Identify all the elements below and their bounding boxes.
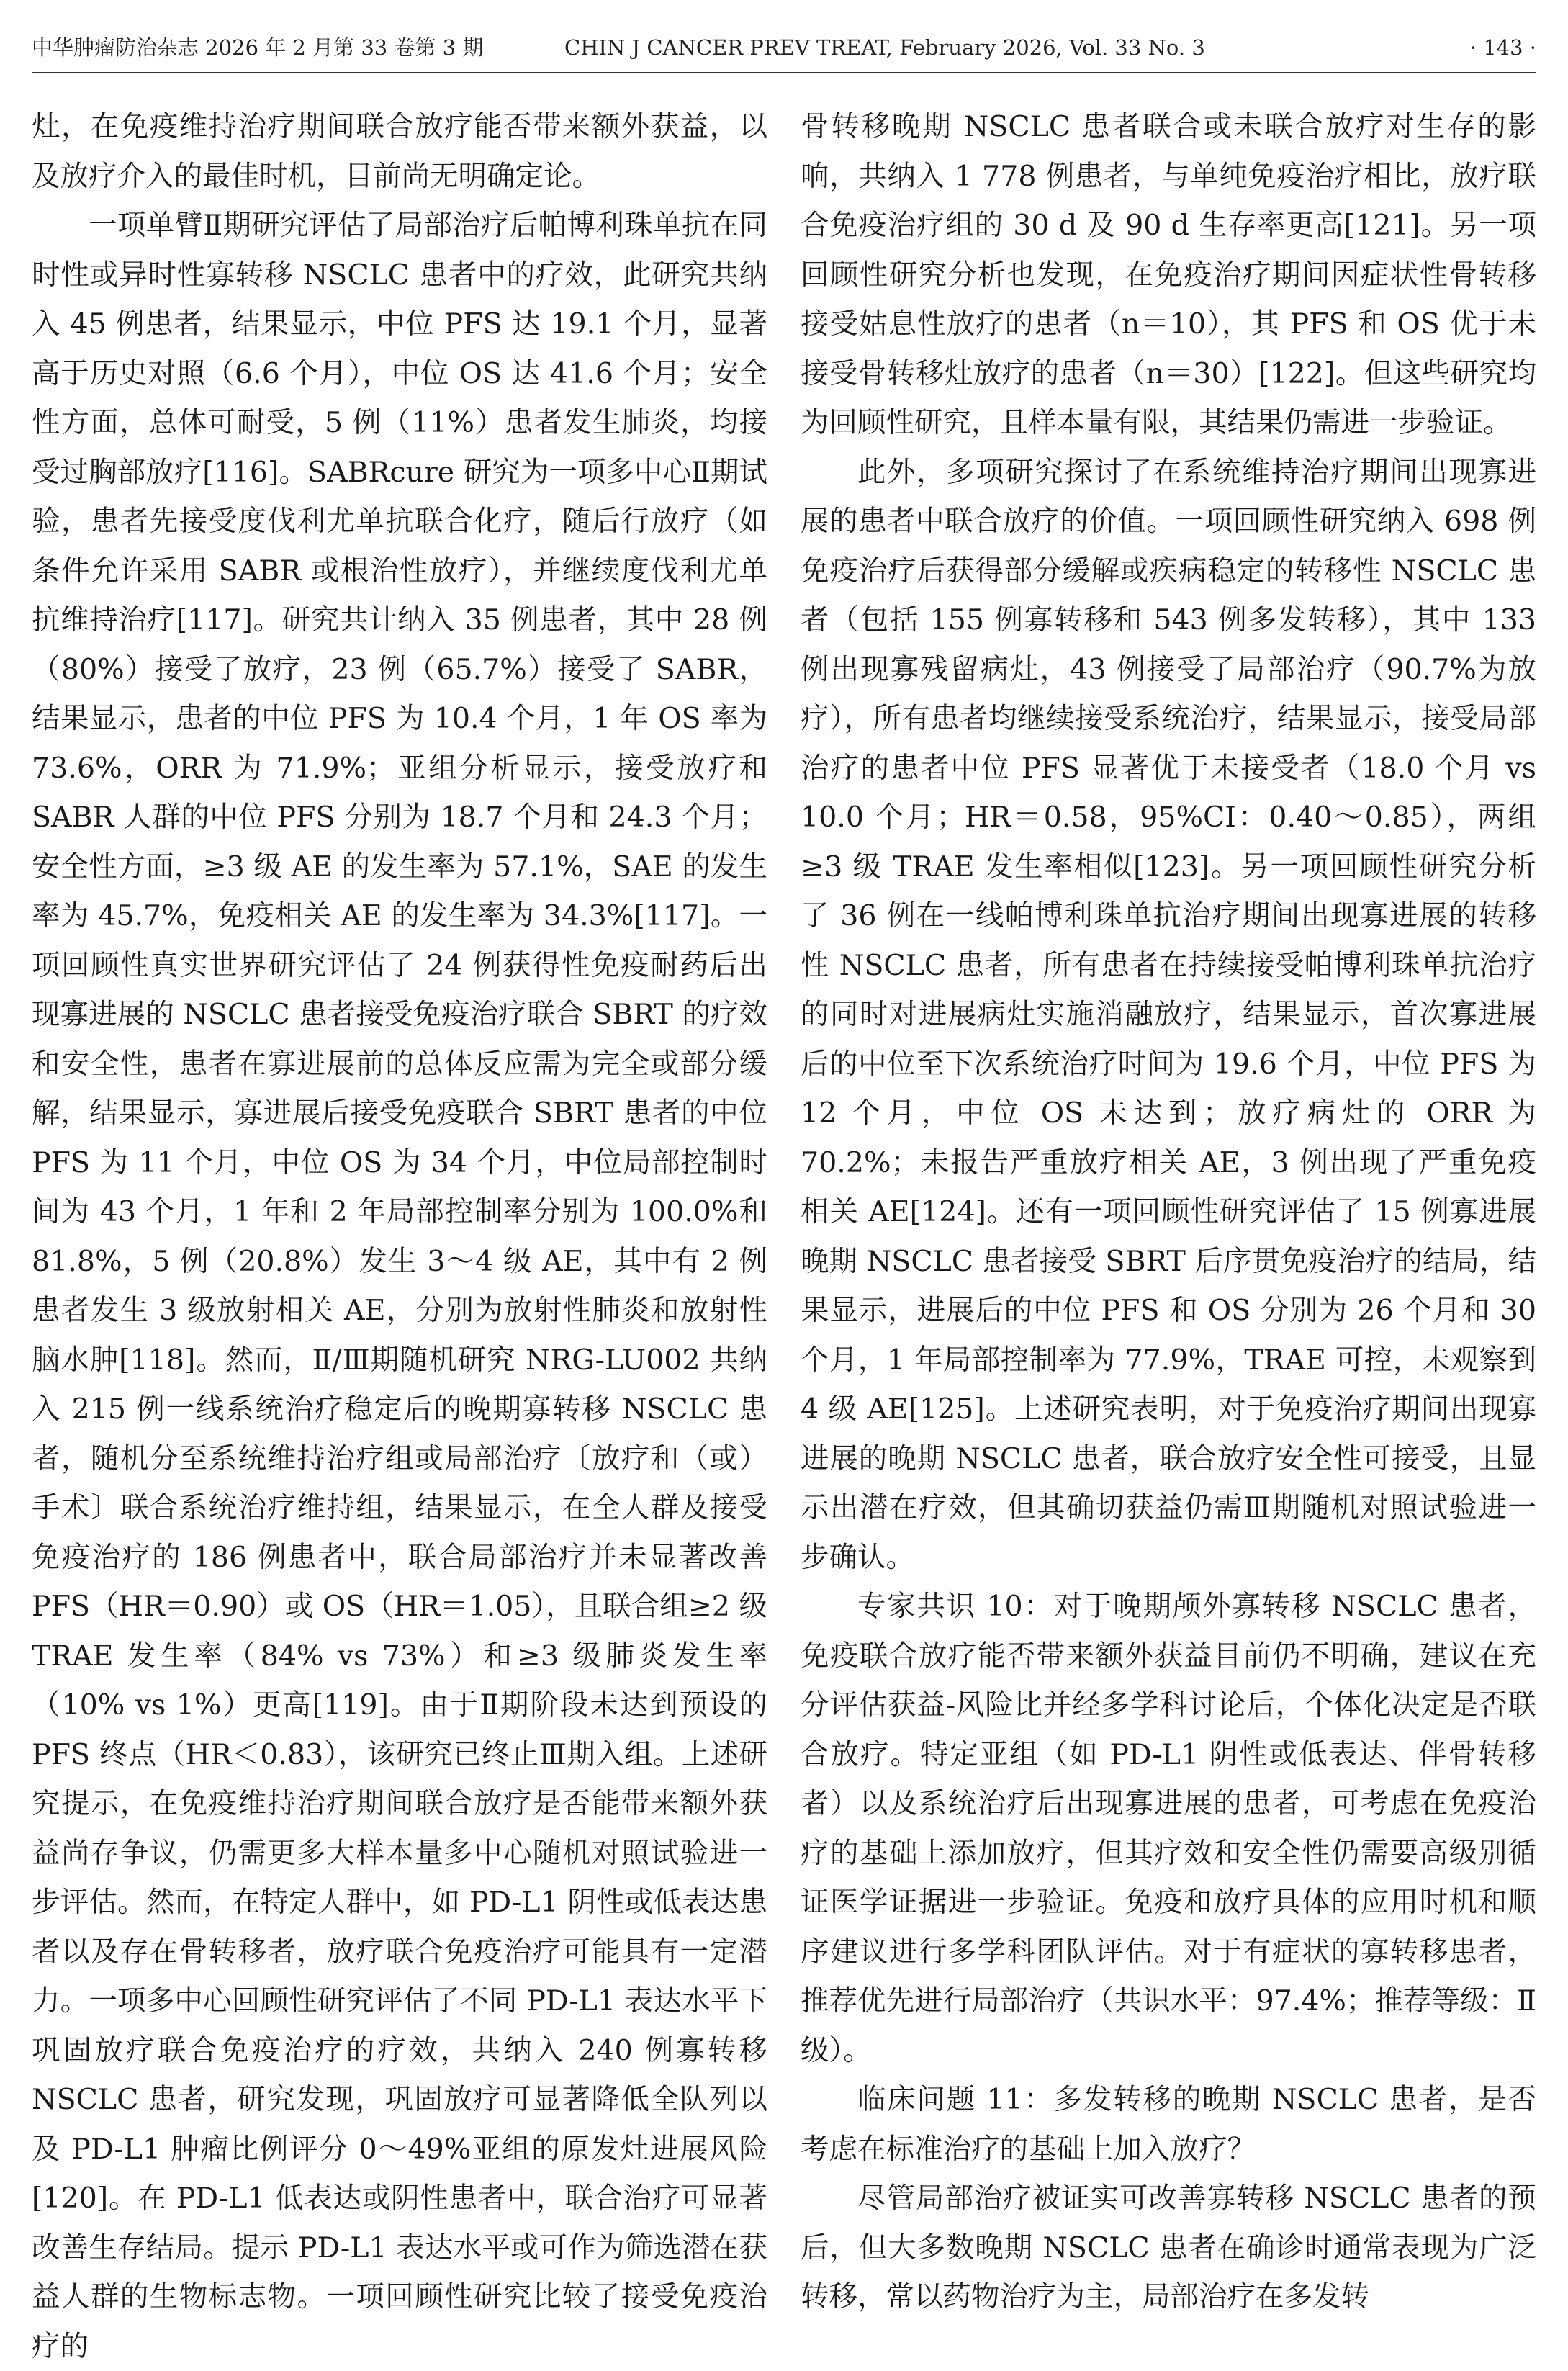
header-rule [32,72,1536,73]
expert-consensus-10: 专家共识 10：对于晚期颅外寡转移 NSCLC 患者，免疫联合放疗能否带来额外获益目前仍不明确，建议在充分评估获益-风险比并经多学科讨论后，个体化决定是否联合放疗。特定亚组（如 PD-L1 阴性或低表达、伴骨转移者）以及系统治疗后出现寡进展的患者，可考虑在免疫治疗的基础上添加放疗，但其疗效和安全性仍需要高级别循证医学证据进一步验证。免疫和放疗具体的应用时机和顺序建议进行多学科团队评估。对于有症状的寡转移患者，推荐优先进行局部治疗（共识水平：97.4%；推荐等级：Ⅱ级）。 [801,1590,1536,2067]
right-column [801,102,1536,2322]
journal-issue-cn: 中华肿瘤防治杂志 2026 年 2 月第 33 卷第 3 期 [32,35,484,60]
paragraph: 此外，多项研究探讨了在系统维持治疗期间出现寡进展的患者中联合放疗的价值。一项回顾性研究纳入 698 例免疫治疗后获得部分缓解或疾病稳定的转移性 NSCLC 患者（包括 155 例寡转移和 543 例多发转移），其中 133 例出现寡残留病灶，43 例接受了局部治疗（90.7%为放疗），所有患者均继续接受系统治疗，结果显示，接受局部治疗的患者中位 PFS 显著优于未接受者（18.0 个月 vs 10.0 个月；HR＝0.58，95%CI：0.40～0.85），两组≥3 级 TRAE 发生率相似[123]。另一项回顾性研究分析了 36 例在一线帕博利珠单抗治疗期间出现寡进展的转移性 NSCLC 患者，所有患者在持续接受帕博利珠单抗治疗的同时对进展病灶实施消融放疗，结果显示，首次寡进展后的中位至下次系统治疗时间为 19.6 个月，中位 PFS 为 12 个月，中位 OS 未达到；放疗病灶的 ORR 为 70.2%；未报告严重放疗相关 AE，3 例出现了严重免疫相关 AE[124]。还有一项回顾性研究评估了 15 例寡进展晚期 NSCLC 患者接受 SBRT 后序贯免疫治疗的结局，结果显示，进展后的中位 PFS 和 OS 分别为 26 个月和 30 个月，1 年局部控制率为 77.9%，TRAE 可控，未观察到 4 级 AE[125]。上述研究表明，对于免疫治疗期间出现寡进展的晚期 NSCLC 患者，联合放疗安全性可接受，且显示出潜在疗效，但其确切获益仍需Ⅲ期随机对照试验进一步确认。 [801,455,1536,1574]
paragraph: 骨转移晚期 NSCLC 患者联合或未联合放疗对生存的影响，共纳入 1 778 例患者，与单纯免疫治疗相比，放疗联合免疫治疗组的 30 d 及 90 d 生存率更高[121]。另一项回顾性研究分析也发现，在免疫治疗期间因症状性骨转移接受姑息性放疗的患者（n＝10），其 PFS 和 OS 优于未接受骨转移灶放疗的患者（n＝30）[122]。但这些研究均为回顾性研究，且样本量有限，其结果仍需进一步验证。 [801,110,1536,439]
paragraph: 灶，在免疫维持治疗期间联合放疗能否带来额外获益，以及放疗介入的最佳时机，目前尚无明确定论。 [32,110,767,193]
paragraph: 尽管局部治疗被证实可改善寡转移 NSCLC 患者的预后，但大多数晚期 NSCLC 患者在确诊时通常表现为广泛转移，常以药物治疗为主，局部治疗在多发转 [801,2182,1536,2313]
paragraph: 一项单臂Ⅱ期研究评估了局部治疗后帕博利珠单抗在同时性或异时性寡转移 NSCLC 患者中的疗效，此研究共纳入 45 例患者，结果显示，中位 PFS 达 19.1 个月，显著高于历史对照（6.6 个月），中位 OS 达 41.6 个月；安全性方面，总体可耐受，5 例（11%）患者发生肺炎，均接受过胸部放疗[116]。SABRcure 研究为一项多中心Ⅱ期试验，患者先接受度伐利尤单抗联合化疗，随后行放疗（如条件允许采用 SABR 或根治性放疗），并继续度伐利尤单抗维持治疗[117]。研究共计纳入 35 例患者，其中 28 例（80%）接受了放疗，23 例（65.7%）接受了 SABR，结果显示，患者的中位 PFS 为 10.4 个月，1 年 OS 率为 73.6%，ORR 为 71.9%；亚组分析显示，接受放疗和 SABR 人群的中位 PFS 分别为 18.7 个月和 24.3 个月；安全性方面，≥3 级 AE 的发生率为 57.1%，SAE 的发生率为 45.7%，免疫相关 AE 的发生率为 34.3%[117]。一项回顾性真实世界研究评估了 24 例获得性免疫耐药后出现寡进展的 NSCLC 患者接受免疫治疗联合 SBRT 的疗效和安全性，患者在寡进展前的总体反应需为完全或部分缓解，结果显示，寡进展后接受免疫联合 SBRT 患者的中位 PFS 为 11 个月，中位 OS 为 34 个月，中位局部控制时间为 43 个月，1 年和 2 年局部控制率分别为 100.0%和 81.8%，5 例（20.8%）发生 3～4 级 AE，其中有 2 例患者发生 3 级放射相关 AE，分别为放射性肺炎和放射性脑水肿[118]。然而，Ⅱ/Ⅲ期随机研究 NRG-LU002 共纳入 215 例一线系统治疗稳定后的晚期寡转移 NSCLC 患者，随机分至系统维持治疗组或局部治疗〔放疗和（或）手术〕联合系统治疗维持组，结果显示，在全人群及接受免疫治疗的 186 例患者中，联合局部治疗并未显著改善 PFS（HR＝0.90）或 OS（HR＝1.05），且联合组≥2 级 TRAE 发生率（84% vs 73%）和≥3 级肺炎发生率（10% vs 1%）更高[119]。由于Ⅱ期阶段未达到预设的 PFS 终点（HR＜0.83），该研究已终止Ⅲ期入组。上述研究提示，在免疫维持治疗期间联合放疗是否能带来额外获益尚存争议，仍需更多大样本量多中心随机对照试验进一步评估。然而，在特定人群中，如 PD-L1 阴性或低表达患者以及存在骨转移者，放疗联合免疫治疗可能具有一定潜力。一项多中心回顾性研究评估了不同 PD-L1 表达水平下巩固放疗联合免疫治疗的疗效，共纳入 240 例寡转移 NSCLC 患者，研究发现，巩固放疗可显著降低全队列以及 PD-L1 肿瘤比例评分 0～49%亚组的原发灶进展风险[120]。在 PD-L1 低表达或阴性患者中，联合治疗可显著改善生存结局。提示 PD-L1 表达水平或可作为筛选潜在获益人群的生物标志物。一项回顾性研究比较了接受免疫治疗的 [32,209,768,2363]
journal-issue-en: CHIN J CANCER PREV TREAT, February 2026, Vol. 33 No. 3 [564,35,1205,60]
page-number: · 143 · [1469,35,1536,60]
clinical-question-11: 临床问题 11：多发转移的晚期 NSCLC 患者，是否考虑在标准治疗的基础上加入放疗？ [801,2083,1536,2166]
running-header [32,27,1536,68]
left-column [32,102,767,2371]
